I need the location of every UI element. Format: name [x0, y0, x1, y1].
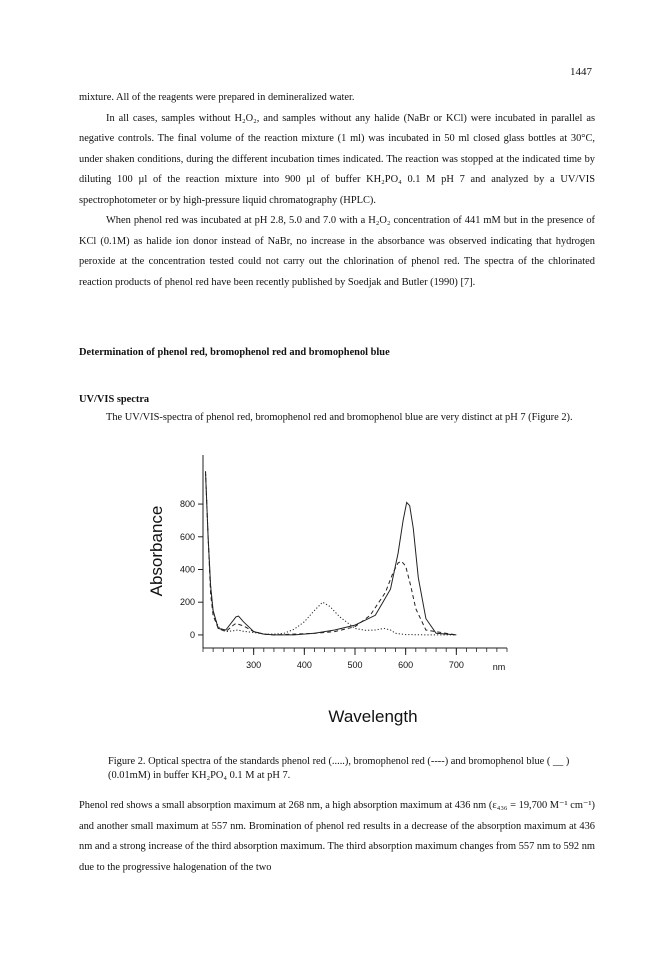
y-tick-label: 200: [179, 597, 195, 608]
body-text-top: [79, 88, 595, 293]
body-text-bottom: [79, 796, 595, 878]
paragraph-5: Phenol red shows a small absorption maximum at 268 nm, a high absorption maximum at 436 nm (ε₄₃₆ = 19,700 M⁻¹ cm⁻¹) and another small maximum at 557 nm. Bromination of phenol red results in a decrease of the absorption maximum at 436 nm and a strong increase of the third absorption maximum. The third absorption maximum changes from 557 nm to 592 nm due to the progressive halogenation of the two: [79, 800, 595, 873]
y-tick-label: 400: [179, 564, 195, 575]
x-tick-label: 400: [296, 660, 312, 670]
spectra-figure: [140, 450, 540, 740]
series-line-bromophenol-red: [206, 471, 457, 635]
subsection-heading: UV/VIS spectra: [79, 394, 150, 405]
page-number: 1447: [570, 66, 592, 78]
y-axis-title: Absorbance: [147, 505, 166, 597]
series-line-phenol-red: [206, 471, 457, 635]
x-tick-label: 500: [347, 660, 363, 670]
x-tick-label: 700: [448, 660, 464, 670]
y-tick-label: 800: [179, 499, 195, 510]
x-axis-title: Wavelength: [328, 707, 418, 726]
y-tick-label: 0: [189, 629, 195, 640]
paragraph-2: In all cases, samples without H₂O₂, and samples without any halide (NaBr or KCl) were incubated in parallel as negative controls. The final volume of the reaction mixture (1 ml) was incubated in 50 ml closed glass bottles at 30°C, under shaken conditions, during the different incubation times indicated. The reaction was stopped at the indicated time by diluting 100 µl of the reaction mixture into 900 µl of buffer KH₂PO₄ 0.1 M pH 7 and analyzed by a UV/VIS spectrophotometer or by high-pressure liquid chromatography (HPLC).: [79, 112, 595, 206]
series-line-bromophenol-blue: [206, 471, 457, 635]
x-tick-label: 600: [398, 660, 414, 670]
figure-caption: Figure 2. Optical spectra of the standards phenol red (.....), bromophenol red (----) and bromophenol blue ( __ ) (0.01mM) in buffer KH₂PO₄ 0.1 M at pH 7.: [108, 756, 570, 781]
paragraph-4: The UV/VIS-spectra of phenol red, bromophenol red and bromophenol blue are very distinct at pH 7 (Figure 2).: [106, 412, 573, 423]
paragraph-3: When phenol red was incubated at pH 2.8, 5.0 and 7.0 with a H₂O₂ concentration of 441 mM but in the presence of KCl (0.1M) as halide ion donor instead of NaBr, no increase in the absorbance was observed indicating that hydrogen peroxide at the concentration tested could not carry out the chlorination of phenol red. The spectra of the chlorinated reaction products of phenol red have been recently published by Soedjak and Butler (1990) [7].: [79, 215, 595, 288]
body-text-uvvis: [79, 408, 595, 429]
paragraph-1: mixture. All of the reagents were prepared in demineralized water.: [79, 92, 355, 103]
x-unit-label: nm: [492, 662, 506, 672]
x-tick-label: 300: [246, 660, 262, 670]
section-heading: Determination of phenol red, bromophenol red and bromophenol blue: [79, 347, 390, 358]
y-tick-label: 600: [179, 531, 195, 542]
spectra-chart: [140, 450, 540, 740]
